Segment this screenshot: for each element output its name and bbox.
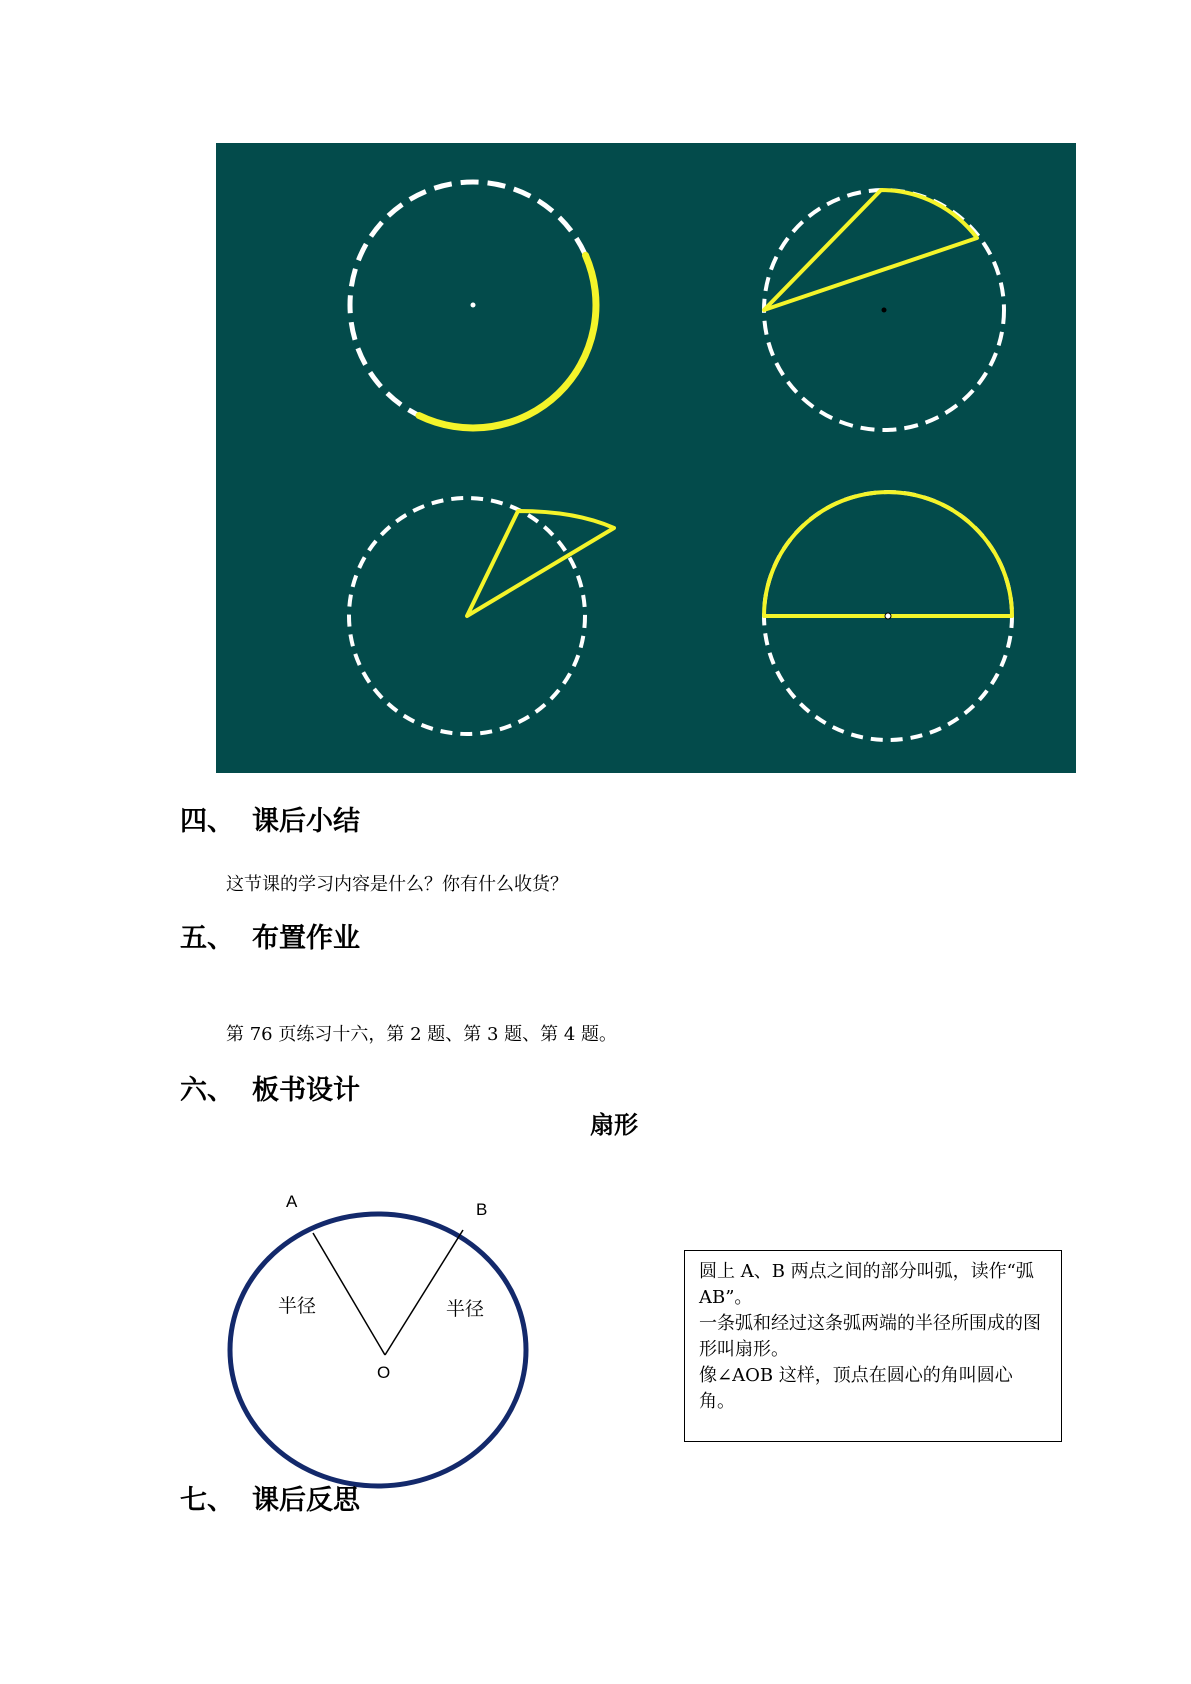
center-dot-4 xyxy=(885,613,891,619)
section-number: 四、 xyxy=(180,806,234,837)
section-heading-5 xyxy=(180,923,360,955)
section-title: 课后反思 xyxy=(252,1485,360,1516)
section-heading-4 xyxy=(180,806,360,838)
label-radius-left: 半径 xyxy=(278,1295,317,1317)
circle-sector-outside-example xyxy=(349,498,614,734)
center-dot-2 xyxy=(882,308,887,313)
highlighted-arc xyxy=(419,255,596,428)
section-number: 六、 xyxy=(180,1075,234,1106)
section-title: 板书设计 xyxy=(252,1075,360,1106)
summary-question: 这节课的学习内容是什么？你有什么收货？ xyxy=(226,874,568,895)
segment-shape xyxy=(764,190,977,310)
definition-box xyxy=(684,1250,1062,1442)
semicircle-shape xyxy=(764,492,1012,616)
sector-shape xyxy=(467,511,614,616)
label-radius-right: 半径 xyxy=(446,1298,485,1320)
homework-text: 第 76 页练习十六，第 2 题、第 3 题、第 4 题。 xyxy=(226,1024,618,1045)
section-title: 课后小结 xyxy=(252,806,360,837)
board-design-title: 扇形 xyxy=(590,1111,638,1139)
label-o: O xyxy=(377,1363,391,1382)
circle-semicircle-example xyxy=(764,492,1012,740)
sector-diagram-svg xyxy=(220,1180,540,1500)
circle-segment-example xyxy=(764,190,1004,430)
label-a: A xyxy=(286,1192,298,1211)
radius-line-b xyxy=(385,1230,463,1355)
radius-line-a xyxy=(313,1233,385,1355)
definition-arc: 圆上 A、B 两点之间的部分叫弧，读作“弧 AB”。 xyxy=(699,1261,1034,1308)
definition-sector: 一条弧和经过这条弧两端的半径所围成的图形叫扇形。 xyxy=(699,1313,1041,1360)
chalkboard-figure xyxy=(216,143,1076,773)
section-heading-6 xyxy=(180,1075,360,1107)
center-dot-1 xyxy=(471,303,476,308)
sector-diagram xyxy=(220,1180,540,1504)
section-number: 七、 xyxy=(180,1485,234,1516)
circle-arc-example xyxy=(350,182,596,428)
section-number: 五、 xyxy=(180,923,234,954)
definition-central-angle: 像∠AOB 这样，顶点在圆心的角叫圆心角。 xyxy=(699,1365,1013,1412)
label-b: B xyxy=(476,1200,488,1219)
arc-gap xyxy=(516,1292,526,1294)
section-title: 布置作业 xyxy=(252,923,360,954)
diagram-circle xyxy=(230,1214,526,1486)
chalkboard-svg xyxy=(216,143,1076,773)
section-heading-7 xyxy=(180,1485,360,1517)
